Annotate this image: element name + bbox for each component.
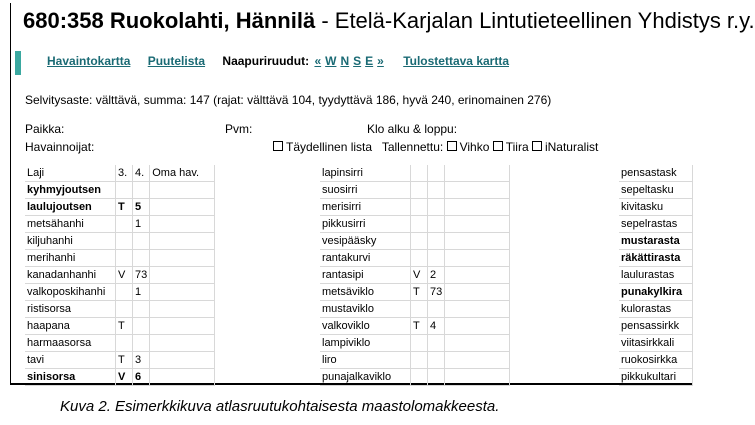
col3-value [116, 250, 133, 267]
col3-value: T [411, 284, 428, 301]
neighbor-e-link[interactable]: E [365, 54, 374, 68]
table-row [25, 352, 215, 369]
table-row [619, 284, 693, 301]
inaturalist-checkbox[interactable] [532, 141, 542, 151]
species-name: kivitasku [619, 199, 693, 216]
col4-value [428, 182, 445, 199]
col3-value [116, 233, 133, 250]
own-observation-cell [150, 199, 215, 216]
own-observation-cell [150, 318, 215, 335]
species-name: punajalkaviklo [320, 369, 411, 386]
species-table-1 [25, 165, 215, 386]
own-observation-cell [445, 301, 510, 318]
col4-value [133, 182, 150, 199]
col4-value [133, 250, 150, 267]
species-name: sepelrastas [619, 216, 693, 233]
neighbor-n-link[interactable]: N [340, 54, 350, 68]
own-observation-cell [150, 216, 215, 233]
col4-value [428, 233, 445, 250]
own-observation-cell [445, 216, 510, 233]
vihko-label: Vihko [459, 140, 490, 154]
status-text: Selvitysaste: välttävä, summa: 147 (rajat: välttävä 104, tyydyttävä 186, hyvä 240, erinomainen 276) [25, 93, 552, 107]
table-row [619, 250, 693, 267]
table-row [320, 216, 510, 233]
own-observation-cell [445, 165, 510, 182]
form-frame [10, 3, 755, 385]
pvm-label: Pvm: [225, 122, 253, 136]
table-row [320, 182, 510, 199]
col3-value [116, 284, 133, 301]
table-row [320, 165, 510, 182]
species-name: liro [320, 352, 411, 369]
own-observation-cell [150, 250, 215, 267]
col4-value [428, 301, 445, 318]
col4-value: 1 [133, 284, 150, 301]
species-name: kulorastas [619, 301, 693, 318]
species-name: tavi [25, 352, 116, 369]
neighbor-prev-link[interactable]: « [314, 54, 322, 68]
table-row [25, 369, 215, 386]
col4-value [428, 250, 445, 267]
col4-value [428, 216, 445, 233]
table-row [320, 301, 510, 318]
species-name: lampiviklo [320, 335, 411, 352]
col3-value [411, 182, 428, 199]
own-observation-cell [150, 301, 215, 318]
own-observation-cell [445, 182, 510, 199]
col4-value [428, 335, 445, 352]
table-row [619, 165, 693, 182]
own-observation-cell [445, 267, 510, 284]
havainnoijat-label: Havainnoijat: [25, 140, 95, 154]
species-name: merihanhi [25, 250, 116, 267]
table-row [320, 284, 510, 301]
species-name: kiljuhanhi [25, 233, 116, 250]
species-name: ruokosirkka [619, 352, 693, 369]
own-observation-cell [445, 352, 510, 369]
species-name: lapinsirri [320, 165, 411, 182]
table-row [619, 318, 693, 335]
species-name: sinisorsa [25, 369, 116, 386]
own-observation-cell [445, 318, 510, 335]
paikka-label: Paikka: [25, 122, 65, 136]
organization-name: Etelä-Karjalan Lintutieteellinen Yhdistys r.y. [334, 8, 755, 33]
table-row [619, 352, 693, 369]
table-row [25, 301, 215, 318]
table-row [619, 199, 693, 216]
species-table-3 [619, 165, 693, 386]
species-name: suosirri [320, 182, 411, 199]
species-name: pikkukultari [619, 369, 693, 386]
neighbor-s-link[interactable]: S [353, 54, 362, 68]
species-name: punakylkira [619, 284, 693, 301]
havaintokartta-link[interactable]: Havaintokartta [47, 54, 131, 68]
species-name: haapana [25, 318, 116, 335]
col4-value: 6 [133, 369, 150, 386]
col3-value: V [411, 267, 428, 284]
table-row [25, 199, 215, 216]
col3-value [411, 352, 428, 369]
col4-value: 2 [428, 267, 445, 284]
checkbox-row [273, 140, 598, 154]
col3-value: T [116, 318, 133, 335]
table-row [320, 267, 510, 284]
col3-value [411, 250, 428, 267]
col4-value [133, 233, 150, 250]
table-header-row [25, 165, 215, 182]
tiira-checkbox[interactable] [493, 141, 503, 151]
own-observation-cell [150, 284, 215, 301]
figure-caption: Kuva 2. Esimerkkikuva atlasruutukohtaisesta maastolomakkeesta. [60, 398, 500, 415]
own-observation-cell [150, 182, 215, 199]
table-row [25, 250, 215, 267]
col3-value: V [116, 369, 133, 386]
col3-value [411, 369, 428, 386]
table-row [320, 250, 510, 267]
own-observation-cell [445, 199, 510, 216]
own-observation-cell [150, 352, 215, 369]
col4-value [428, 352, 445, 369]
col3-value [116, 182, 133, 199]
col3-value: T [116, 352, 133, 369]
col4-value [428, 369, 445, 386]
species-name: mustaviklo [320, 301, 411, 318]
col4-value: 4 [428, 318, 445, 335]
species-name: kyhmyjoutsen [25, 182, 116, 199]
inaturalist-label: iNaturalist [544, 140, 599, 154]
col3-value [411, 233, 428, 250]
square-code: 680:358 Ruokolahti, Hännilä [23, 8, 316, 33]
col4-value: 73 [428, 284, 445, 301]
table-row [619, 267, 693, 284]
species-name: pikkusirri [320, 216, 411, 233]
species-name: räkättirasta [619, 250, 693, 267]
header-4: 4. [133, 165, 150, 182]
table-row [25, 216, 215, 233]
puutelista-link[interactable]: Puutelista [147, 54, 206, 68]
own-observation-cell [150, 233, 215, 250]
vihko-checkbox[interactable] [447, 141, 457, 151]
col4-value [133, 318, 150, 335]
table-row [25, 284, 215, 301]
title-dash: - [315, 8, 335, 33]
table-row [320, 199, 510, 216]
table-row [320, 352, 510, 369]
table-row [25, 233, 215, 250]
col3-value: T [411, 318, 428, 335]
table-row [619, 216, 693, 233]
nav-bar [47, 54, 509, 68]
species-name: ristisorsa [25, 301, 116, 318]
species-name: viitasirkkali [619, 335, 693, 352]
species-name: metsäviklo [320, 284, 411, 301]
own-observation-cell [445, 335, 510, 352]
neighbor-w-link[interactable]: W [325, 54, 337, 68]
own-observation-cell [445, 369, 510, 386]
own-observation-cell [150, 335, 215, 352]
taydellinen-label: Täydellinen lista [286, 140, 373, 154]
col3-value [411, 301, 428, 318]
species-name: merisirri [320, 199, 411, 216]
col4-value [428, 165, 445, 182]
col3-value [411, 335, 428, 352]
species-name: vesipääsky [320, 233, 411, 250]
table-row [619, 301, 693, 318]
neighbor-next-link[interactable]: » [377, 54, 384, 68]
neighbors-label: Naapuriruudut: [222, 54, 310, 68]
table-row [619, 369, 693, 386]
table-row [320, 318, 510, 335]
species-name: harmaasorsa [25, 335, 116, 352]
col4-value [133, 335, 150, 352]
col4-value: 1 [133, 216, 150, 233]
table-row [320, 369, 510, 386]
col3-value [411, 216, 428, 233]
header-laji: Laji [25, 165, 116, 182]
col3-value [411, 165, 428, 182]
species-name: sepeltasku [619, 182, 693, 199]
species-table-2 [320, 165, 510, 386]
col4-value [133, 301, 150, 318]
own-observation-cell [445, 284, 510, 301]
own-observation-cell [150, 267, 215, 284]
species-name: mustarasta [619, 233, 693, 250]
species-name: metsähanhi [25, 216, 116, 233]
species-name: pensassirkk [619, 318, 693, 335]
klo-label: Klo alku & loppu: [367, 122, 458, 136]
own-observation-cell [150, 369, 215, 386]
species-name: valkoviklo [320, 318, 411, 335]
col3-value [116, 335, 133, 352]
species-name: rantasipi [320, 267, 411, 284]
table-row [25, 335, 215, 352]
table-row [619, 182, 693, 199]
col4-value [428, 199, 445, 216]
species-name: kanadanhanhi [25, 267, 116, 284]
species-name: rantakurvi [320, 250, 411, 267]
own-observation-cell [445, 233, 510, 250]
taydellinen-checkbox[interactable] [273, 141, 283, 151]
table-row [25, 318, 215, 335]
species-name: laulurastas [619, 267, 693, 284]
col3-value: V [116, 267, 133, 284]
col3-value: T [116, 199, 133, 216]
page-title [23, 8, 755, 34]
tulostettava-kartta-link[interactable]: Tulostettava kartta [403, 54, 509, 68]
species-name: pensastask [619, 165, 693, 182]
tiira-label: Tiira [505, 140, 529, 154]
col3-value [116, 301, 133, 318]
table-row [25, 267, 215, 284]
col4-value: 5 [133, 199, 150, 216]
col3-value [116, 216, 133, 233]
col4-value: 3 [133, 352, 150, 369]
species-name: laulujoutsen [25, 199, 116, 216]
table-row [320, 233, 510, 250]
col4-value: 73 [133, 267, 150, 284]
table-row [25, 182, 215, 199]
table-row [320, 335, 510, 352]
species-name: valkoposkihanhi [25, 284, 116, 301]
accent-bar [15, 51, 21, 75]
own-observation-cell [445, 250, 510, 267]
col3-value [411, 199, 428, 216]
table-row [619, 335, 693, 352]
header-oma-hav: Oma hav. [150, 165, 215, 182]
tallennettu-label: Tallennettu: [381, 140, 444, 154]
header-3: 3. [116, 165, 133, 182]
table-row [619, 233, 693, 250]
